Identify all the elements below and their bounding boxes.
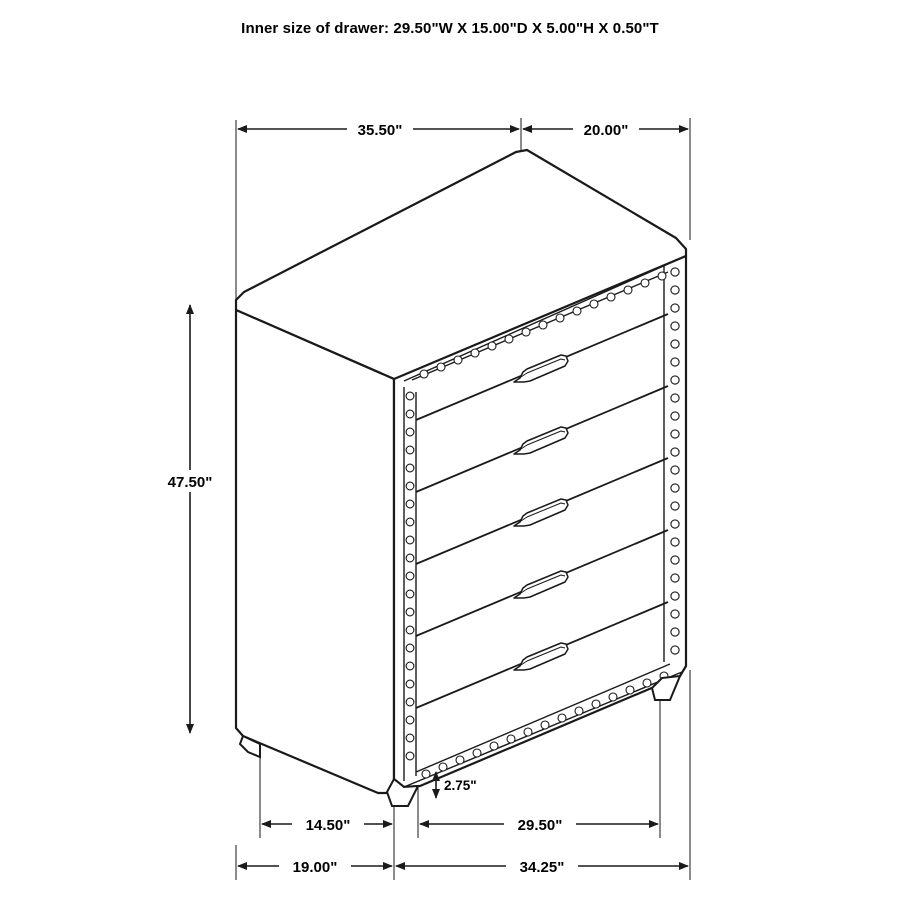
dim-label-2000: 20.00" <box>583 122 629 139</box>
dim-label-1900: 19.00" <box>292 859 338 876</box>
dim-bottom-front-width <box>420 814 658 834</box>
dim-label-275: 2.75" <box>444 778 477 793</box>
dim-label-1450: 14.50" <box>305 817 351 834</box>
dim-bottom-left-depth <box>262 814 392 834</box>
dim-label-3425: 34.25" <box>519 859 565 876</box>
dim-base-front-width <box>396 856 688 876</box>
dim-top-right-depth <box>523 119 688 139</box>
page-title: Inner size of drawer: 29.50"W X 15.00"D X 5.00"H X 0.50"T <box>241 20 659 37</box>
dim-top-left-width <box>238 119 519 139</box>
dim-label-3550: 35.50" <box>357 122 403 139</box>
dim-overall-height <box>155 305 225 733</box>
dim-label-4750: 47.50" <box>167 474 213 491</box>
nailhead-studs-left <box>406 392 414 760</box>
dim-label-2950: 29.50" <box>517 817 563 834</box>
chest-body <box>236 150 686 793</box>
dim-base-left-depth <box>238 856 392 876</box>
